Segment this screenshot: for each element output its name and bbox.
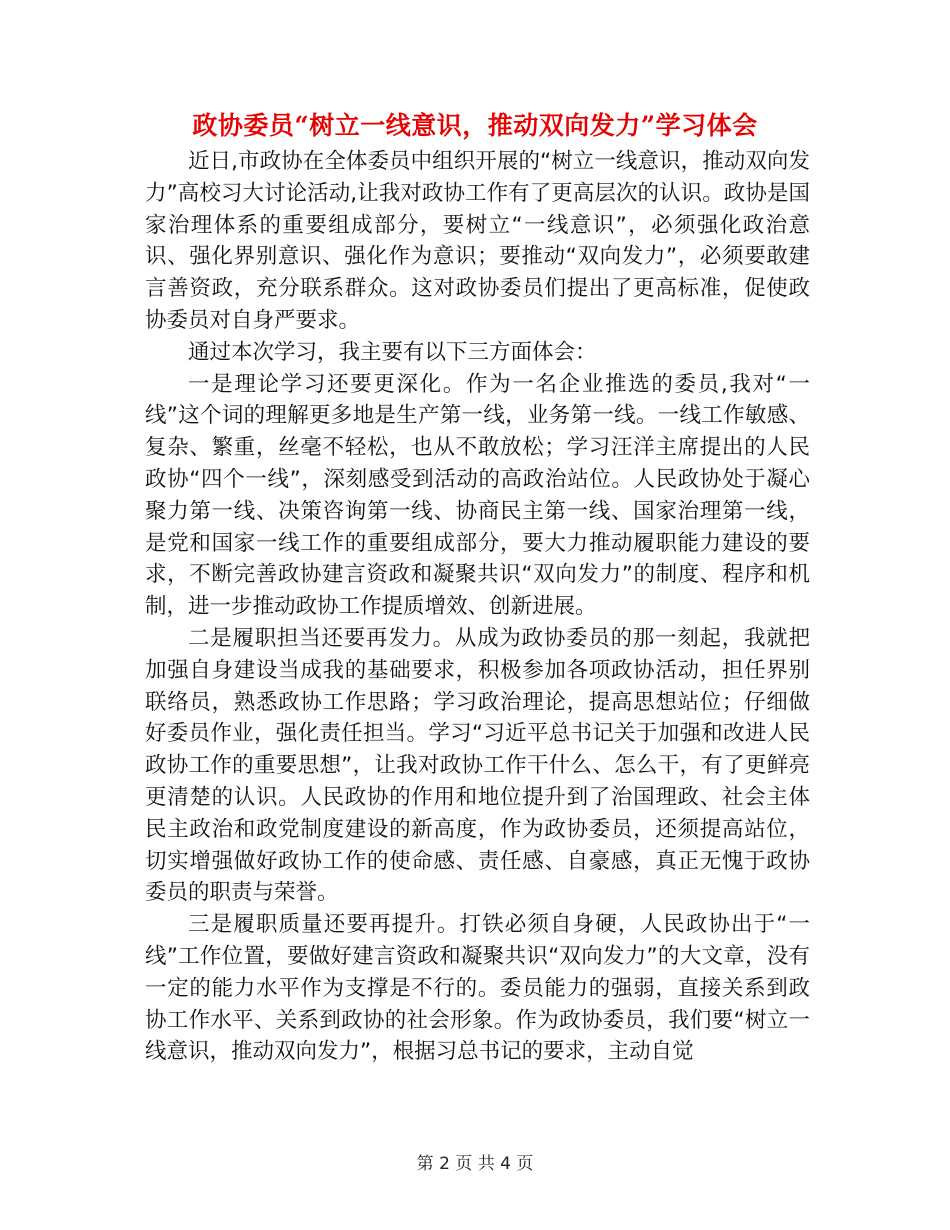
document-title: 政协委员“树立一线意识，推动双向发力”学习体会 bbox=[192, 111, 758, 140]
paragraph-point-three: 三是履职质量还要再提升。打铁必须自身硬，人民政协出于“一线”工作位置，要做好建言资政和凝聚共识“双向发力”的大文章，没有一定的能力水平作为支撑是不行的。委员能力的强弱，直接关系到政协工作水平、关系到政协的社会形象。作为政协委员，我们要“树立一线意识，推动双向发力”，根据习总书记的要求，主动自觉 bbox=[145, 912, 810, 1065]
document-body bbox=[145, 146, 810, 1068]
paragraph-intro: 近日,市政协在全体委员中组织开展的“树立一线意识，推动双向发力”高校习大讨论活动,让我对政协工作有了更高层次的认识。政协是国家治理体系的重要组成部分，要树立“一线意识”，必须强化政治意识、强化界别意识、强化作为意识；要推动“双向发力”，必须要敢建言善资政，充分联系群众。这对政协委员们提出了更高标准，促使政协委员对自身严要求。 bbox=[145, 149, 810, 333]
paragraph-summary: 通过本次学习，我主要有以下三方面体会： bbox=[188, 339, 597, 365]
paragraph-point-one: 一是理论学习还要更深化。作为一名企业推选的委员,我对“一线”这个词的理解更多地是生产第一线，业务第一线。一线工作敏感、复杂、繁重，丝毫不轻松，也从不敢放松；学习汪洋主席提出的人民政协“四个一线”，深刻感受到活动的高政治站位。人民政协处于凝心聚力第一线、决策咨询第一线、协商民主第一线、国家治理第一线，是党和国家一线工作的重要组成部分，要大力推动履职能力建设的要求，不断完善政协建言资政和凝聚共识“双向发力”的制度、程序和机制，进一步推动政协工作提质增效、创新进展。 bbox=[145, 371, 810, 620]
paragraph-point-two: 二是履职担当还要再发力。从成为政协委员的那一刻起，我就把加强自身建设当成我的基础要求，积极参加各项政协活动，担任界别联络员，熟悉政协工作思路；学习政治理论，提高思想站位；仔细做好委员作业，强化责任担当。学习“习近平总书记关于加强和改进人民政协工作的重要思想”，让我对政协工作干什么、怎么干，有了更鲜亮更清楚的认识。人民政协的作用和地位提升到了治国理政、社会主体民主政治和政党制度建设的新高度，作为政协委员，还须提高站位，切实增强做好政协工作的使命感、责任感、自豪感，真正无愧于政协委员的职责与荣誉。 bbox=[145, 625, 810, 906]
page-number-footer: 第 2 页 共 4 页 bbox=[416, 1154, 534, 1174]
